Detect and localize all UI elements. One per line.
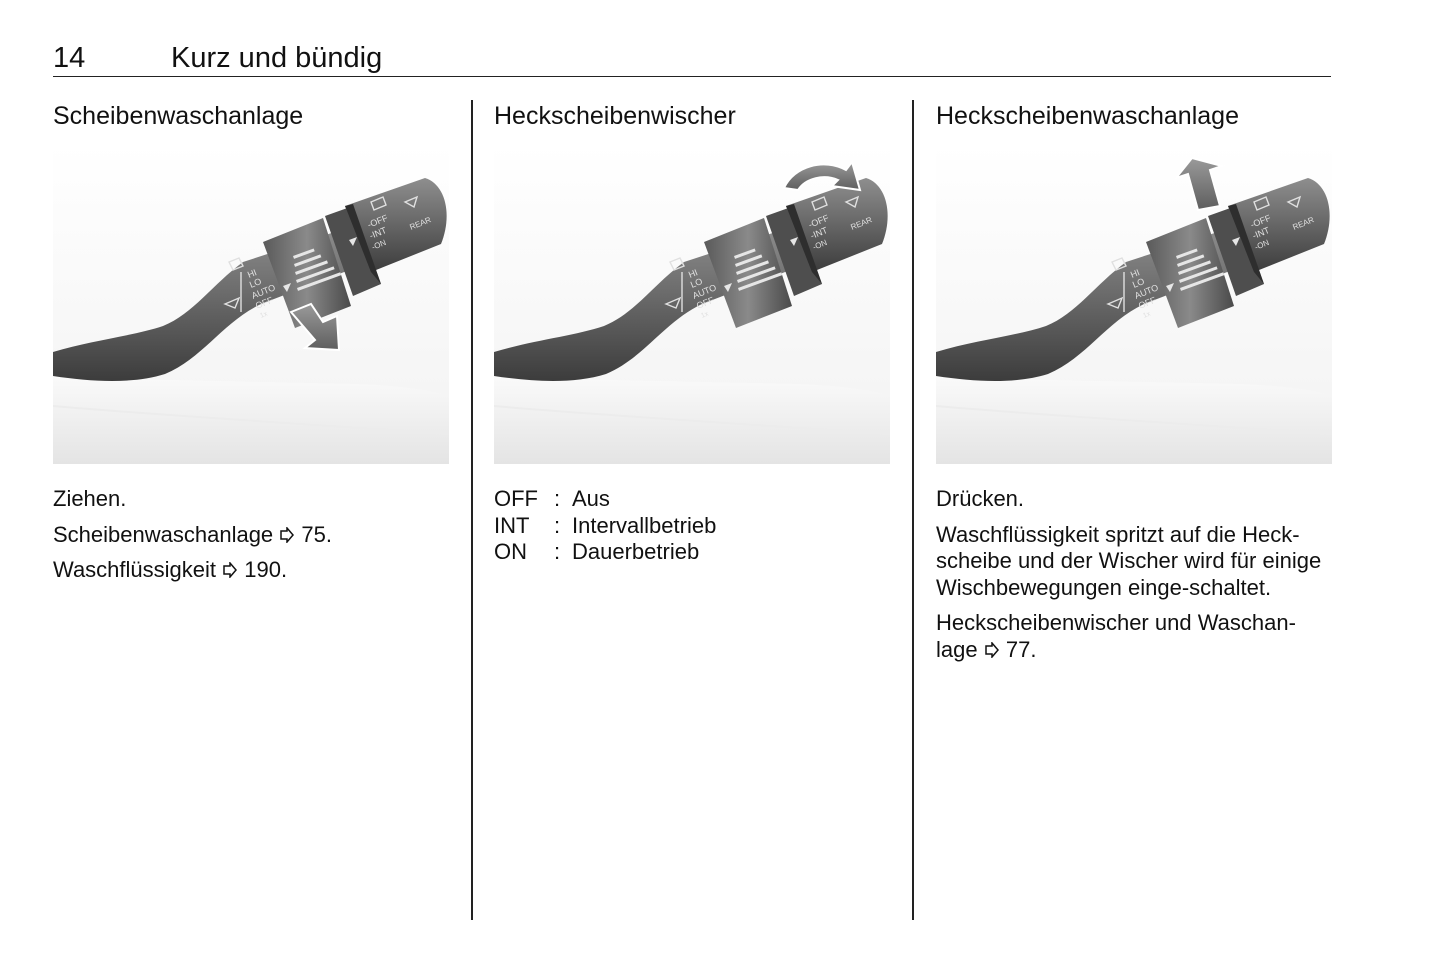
section-rear-washer [936, 100, 1332, 672]
mode-definition-list [494, 486, 716, 566]
page-ref-arrow-icon [984, 642, 1000, 658]
paragraph: Heckscheibenwischer und Waschan-lage 77. [936, 610, 1296, 662]
section-heading: Scheibenwaschanlage [53, 102, 304, 130]
definition-desc: Aus [572, 486, 610, 511]
section-heading: Heckscheibenwischer [494, 102, 736, 130]
paragraph: Waschflüssigkeit spritzt auf die Heck-scheibe und der Wischer wird für einige Wischbewegungen einge-schaltet. [936, 521, 1322, 600]
definition-row: ON : Dauerbetrieb [494, 539, 716, 566]
column-divider [912, 100, 914, 920]
section-body [936, 486, 1332, 663]
definition-row: INT : Intervallbetrieb [494, 512, 717, 538]
section-heading: Heckscheibenwaschanlage [936, 102, 1239, 130]
wiper-lever-illustration [53, 144, 449, 464]
definition-term: OFF [494, 486, 538, 511]
page-reference-link[interactable]: 75. [301, 521, 333, 547]
definition-row: OFF : Aus [494, 486, 716, 513]
page-reference-link[interactable]: 190. [244, 557, 288, 582]
chapter-title: Kurz und bündig [171, 42, 383, 74]
wiper-lever-illustration [936, 144, 1332, 464]
page-reference-link[interactable]: 77. [1005, 636, 1037, 662]
section-rear-wiper [494, 100, 890, 566]
paragraph: Drücken. [936, 486, 1025, 511]
paragraph: Waschflüssigkeit 190. [53, 557, 288, 582]
paragraph: Scheibenwaschanlage 75. [53, 521, 333, 547]
section-body [53, 486, 449, 584]
section-windscreen-washer [53, 100, 449, 593]
page-header [53, 40, 1331, 77]
column-divider [471, 100, 473, 920]
wiper-lever-illustration [494, 144, 890, 464]
definition-desc: Intervallbetrieb [572, 512, 717, 538]
page-ref-arrow-icon [279, 527, 295, 543]
definition-term: INT [494, 512, 530, 538]
definition-desc: Dauerbetrieb [572, 539, 700, 564]
section-body [494, 486, 890, 566]
paragraph: Ziehen. [53, 486, 127, 511]
definition-term: ON [494, 539, 527, 564]
page-number: 14 [53, 42, 86, 74]
page-ref-arrow-icon [222, 562, 238, 578]
